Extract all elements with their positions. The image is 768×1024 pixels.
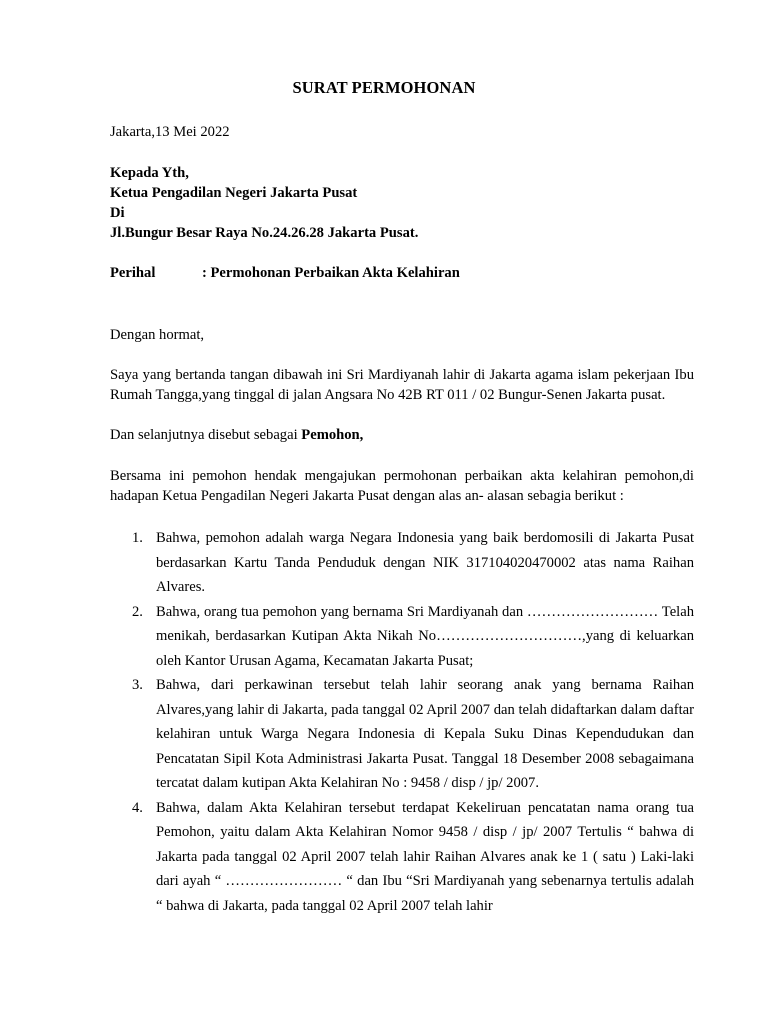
list-item	[110, 796, 694, 919]
letter-date: Jakarta,13 Mei 2022	[110, 124, 230, 140]
list-item	[110, 600, 694, 674]
addressee-line-4: Jl.Bungur Besar Raya No.24.26.28 Jakarta Pusat.	[110, 225, 419, 241]
basis-paragraph: Bersama ini pemohon hendak mengajukan permohonan perbaikan akta kelahiran pemohon,di hadapan Ketua Pengadilan Negeri Jakarta Pusat dengan alas an- alasan sebagia berikut :	[110, 468, 694, 504]
addressee-line-2: Ketua Pengadilan Negeri Jakarta Pusat	[110, 185, 358, 201]
list-item-text: Bahwa, orang tua pemohon yang bernama Sri Mardiyanah dan ……………………… Telah menikah, berdasarkan Kutipan Akta Nikah No…………………………,yang di keluarkan oleh Kantor Urusan Agama, Kecamatan Jakarta Pusat;	[156, 603, 694, 669]
document-title: SURAT PERMOHONAN	[292, 78, 476, 97]
addressee-line-1: Kepada Yth,	[110, 165, 189, 181]
list-item-text: Bahwa, dalam Akta Kelahiran tersebut terdapat Kekeliruan pencatatan nama orang tua Pemohon, yaitu dalam Akta Kelahiran Nomor 9458 / disp / jp/ 2007 Tertulis “ bahwa di Jakarta pada tanggal 02 April 2007 telah lahir Raihan Alvares anak ke 1 ( satu ) Laki-laki dari ayah “ …………………… “ dan Ibu “Sri Mardiyanah yang sebenarnya tertulis adalah “ bahwa di Jakarta, pada tanggal 02 April 2007 telah lahir	[156, 799, 694, 914]
addressee-line-3: Di	[110, 205, 125, 221]
list-item	[110, 526, 694, 600]
called-paragraph	[110, 425, 694, 445]
subject-label: Perihal	[110, 265, 156, 281]
list-item-text: Bahwa, dari perkawinan tersebut telah lahir seorang anak yang bernama Raihan Alvares,yang lahir di Jakarta, pada tanggal 02 April 2007 dan telah didaftarkan dalam daftar kelahiran untuk Warga Negara Indonesia di Kepala Suku Dinas Kependudukan dan Pencatatan Sipil Kota Administrasi Jakarta Pusat. Tanggal 18 Desember 2008 sebagaimana tercatat dalam kutipan Akta Kelahiran No : 9458 / disp / jp/ 2007.	[156, 677, 694, 791]
list-item	[110, 673, 694, 796]
list-item-number: 1.	[132, 530, 143, 546]
called-bold: Pemohon,	[301, 427, 364, 443]
greeting: Dengan hormat,	[110, 327, 205, 343]
subject-line	[110, 263, 694, 283]
points-list	[110, 526, 694, 918]
list-item-number: 4.	[132, 799, 143, 816]
subject-value: : Permohonan Perbaikan Akta Kelahiran	[202, 265, 460, 281]
list-item-number: 2.	[132, 603, 143, 620]
intro-paragraph: Saya yang bertanda tangan dibawah ini Sri Mardiyanah lahir di Jakarta agama islam pekerjaan Ibu Rumah Tangga,yang tinggal di jalan Angsara No 42B RT 011 / 02 Bungur-Senen Jakarta pusat.	[110, 367, 694, 403]
list-item-text: Bahwa, pemohon adalah warga Negara Indonesia yang baik berdomosili di Jakarta Pusat berdasarkan Kartu Tanda Penduduk dengan NIK 317104020470002 atas nama Raihan Alvares.	[156, 530, 694, 595]
called-prefix: Dan selanjutnya disebut sebagai	[110, 427, 302, 443]
addressee-block	[110, 163, 694, 243]
list-item-number: 3.	[132, 677, 143, 693]
